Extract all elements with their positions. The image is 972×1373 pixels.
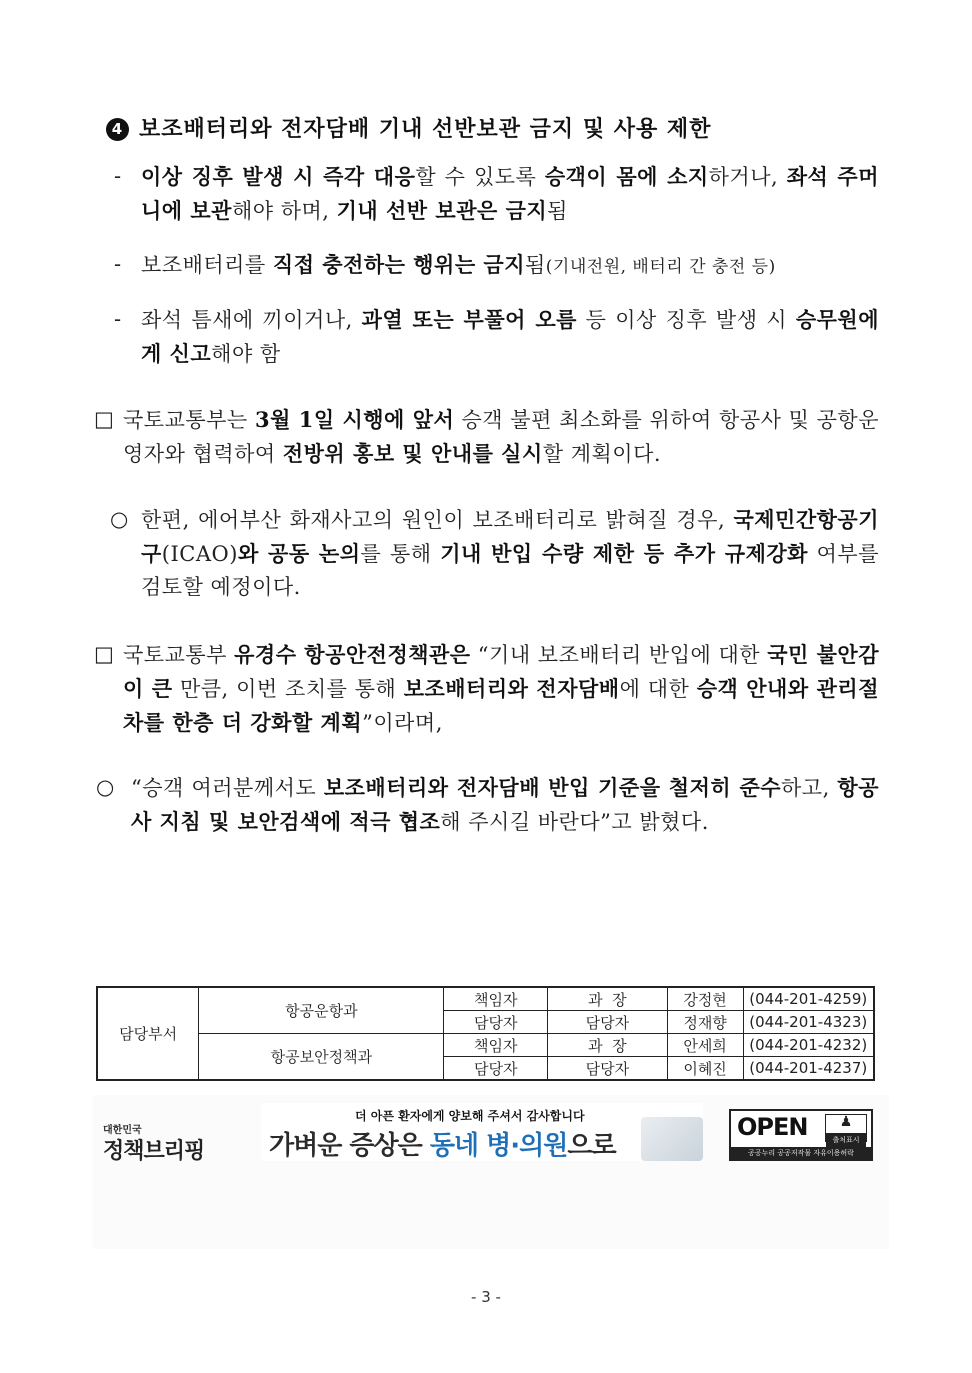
attribution-icon	[825, 1114, 867, 1142]
circle-mark: ○	[96, 775, 115, 799]
name-cell: 안세희	[667, 1034, 743, 1057]
text-run: (ICAO)	[161, 542, 238, 566]
text-run: “기내 보조배터리 반입에 대한	[470, 643, 768, 667]
table-row	[97, 1034, 874, 1057]
text-run: 한편, 에어부산 화재사고의 원인이 보조배터리로 밝혀질 경우,	[141, 508, 734, 532]
campaign-ad[interactable]	[261, 1103, 703, 1161]
bullet-text	[141, 160, 879, 228]
text-run: 해 주시길 바란다”고 밝혔다.	[440, 810, 709, 834]
title-cell: 과 장	[548, 987, 668, 1011]
circle-mark: ○	[110, 507, 129, 531]
text-run: “승객 여러분께서도	[131, 776, 324, 800]
ad-photo-image	[641, 1117, 703, 1161]
bullet-item	[114, 160, 879, 226]
text-run: ”이라며,	[362, 711, 443, 735]
paragraph-review	[110, 503, 879, 602]
bold-text-run: 보조배터리와 전자담배	[403, 676, 620, 701]
bullet-item	[114, 303, 879, 369]
page-number: - 3 -	[471, 1288, 501, 1306]
bold-text-run: 유경수 항공안전정책관은	[234, 642, 471, 667]
name-cell: 정재향	[667, 1011, 743, 1034]
section-title: 보조배터리와 전자담배 기내 선반보관 금지 및 사용 제한	[139, 116, 712, 142]
text-run: (기내전원, 배터리 간 충전 등)	[545, 257, 776, 277]
text-run: 해야 하며,	[231, 199, 337, 223]
bold-text-run: 3월 1일 시행에 앞서	[254, 407, 455, 432]
phone-cell: (044-201-4323)	[743, 1011, 874, 1034]
bullet-text	[141, 303, 879, 371]
ad-headline-part3: 으로	[567, 1131, 616, 1161]
text-run: 해야 함	[211, 342, 281, 366]
attribution-caption: 출처표시	[826, 1133, 866, 1147]
bold-text-run: 좌석 주머니에 보관	[141, 164, 879, 223]
bold-text-run: 기내 선반 보관은 금지	[336, 198, 548, 223]
bold-text-run: 승무원에게 신고	[141, 307, 879, 366]
square-mark: □	[94, 407, 115, 431]
text-run: 국토교통부는	[123, 408, 255, 432]
table-row	[97, 987, 874, 1011]
name-cell: 강정현	[667, 987, 743, 1011]
kogl-open-badge[interactable]	[729, 1109, 873, 1161]
role-cell: 담당자	[444, 1057, 548, 1081]
bold-text-run: 전방위 홍보 및 안내를 실시	[282, 441, 543, 466]
bold-text-run: 국민 불안감이 큰	[123, 642, 879, 701]
text-run: 할 계획이다.	[542, 442, 662, 466]
role-cell: 담당자	[444, 1011, 548, 1034]
dept-label-cell: 담당부서	[97, 987, 199, 1080]
bold-text-run: 승객 안내와 관리절차를 한층 더 강화할 계획	[123, 676, 879, 735]
ad-headline-highlight: 동네 병·의원	[429, 1131, 568, 1161]
text-run: 를 통해	[360, 542, 441, 566]
text-run: 국토교통부	[123, 643, 235, 667]
title-cell: 담당자	[548, 1057, 668, 1081]
square-mark: □	[94, 642, 115, 666]
contact-table	[96, 986, 875, 1081]
dept-name-cell: 항공보안정책과	[199, 1034, 444, 1081]
title-cell: 담당자	[548, 1011, 668, 1034]
open-label: OPEN	[737, 1113, 808, 1141]
paragraph-text	[141, 503, 879, 604]
text-run: 승객 불편 최소화를 위하여 항공사 및 공항운영자와 협력하여	[123, 408, 879, 466]
text-run: 에 대한	[619, 677, 697, 701]
text-run: 여부를 검토할 예정이다.	[141, 542, 879, 599]
title-cell: 과 장	[548, 1034, 668, 1057]
dash-mark: -	[114, 307, 122, 331]
paragraph-text	[131, 771, 879, 839]
paragraph-quote	[94, 638, 879, 737]
paragraph-request	[96, 771, 879, 837]
dash-mark: -	[114, 252, 122, 276]
korea-policy-briefing-logo[interactable]	[103, 1121, 204, 1165]
text-run: 됨	[547, 199, 568, 223]
bold-text-run: 와 공동 논의	[237, 541, 361, 566]
text-run: 할 수 있도록	[415, 165, 545, 189]
role-cell: 책임자	[444, 987, 548, 1011]
bold-text-run: 항공사 지침 및 보안검색에 적극 협조	[131, 775, 879, 834]
text-run: 보조배터리를	[141, 253, 273, 277]
bold-text-run: 이상 징후 발생 시 즉각 대응	[141, 164, 416, 189]
logo-country-text: 대한민국	[103, 1125, 142, 1136]
text-run: 됨	[525, 253, 546, 277]
section-number-badge: 4	[106, 118, 129, 141]
text-run: 하거나,	[708, 165, 787, 189]
bold-text-run: 과열 또는 부풀어 오름	[361, 307, 577, 332]
kogl-license-text: 공공누리 공공저작물 자유이용허락	[731, 1147, 871, 1159]
text-run: 등 이상 징후 발생 시	[576, 308, 796, 332]
name-cell: 이혜진	[667, 1057, 743, 1081]
phone-cell: (044-201-4232)	[743, 1034, 874, 1057]
text-run: 좌석 틈새에 끼이거나,	[141, 308, 362, 332]
ad-headline-part1: 가벼운 증상은	[269, 1131, 430, 1161]
person-icon: ♟	[839, 1114, 853, 1130]
logo-main-text: 정책브리핑	[103, 1139, 205, 1164]
bullet-item	[114, 248, 879, 281]
bold-text-run: 승객이 몸에 소지	[544, 164, 709, 189]
ad-subtitle: 더 아픈 환자에게 양보해 주셔서 감사합니다	[355, 1109, 585, 1123]
bold-text-run: 국제민간항공기구	[141, 507, 879, 566]
text-run: 만큼, 이번 조치를 통해	[172, 677, 404, 701]
role-cell: 책임자	[444, 1034, 548, 1057]
dash-mark: -	[114, 164, 122, 188]
paragraph-text	[123, 403, 879, 471]
policy-banner	[93, 1095, 889, 1249]
bold-text-run: 기내 반입 수량 제한 등 추가 규제강화	[440, 541, 808, 566]
text-run: 하고,	[781, 776, 838, 800]
bold-text-run: 직접 충전하는 행위는 금지	[272, 252, 525, 277]
paragraph-plan	[94, 403, 879, 469]
bullet-text	[141, 248, 879, 284]
phone-cell: (044-201-4259)	[743, 987, 874, 1011]
section-heading	[106, 112, 711, 143]
bold-text-run: 보조배터리와 전자담배 반입 기준을 철저히 준수	[323, 775, 782, 800]
ad-headline	[269, 1125, 616, 1161]
dept-name-cell: 항공운항과	[199, 987, 444, 1034]
paragraph-text	[123, 638, 879, 740]
phone-cell: (044-201-4237)	[743, 1057, 874, 1081]
